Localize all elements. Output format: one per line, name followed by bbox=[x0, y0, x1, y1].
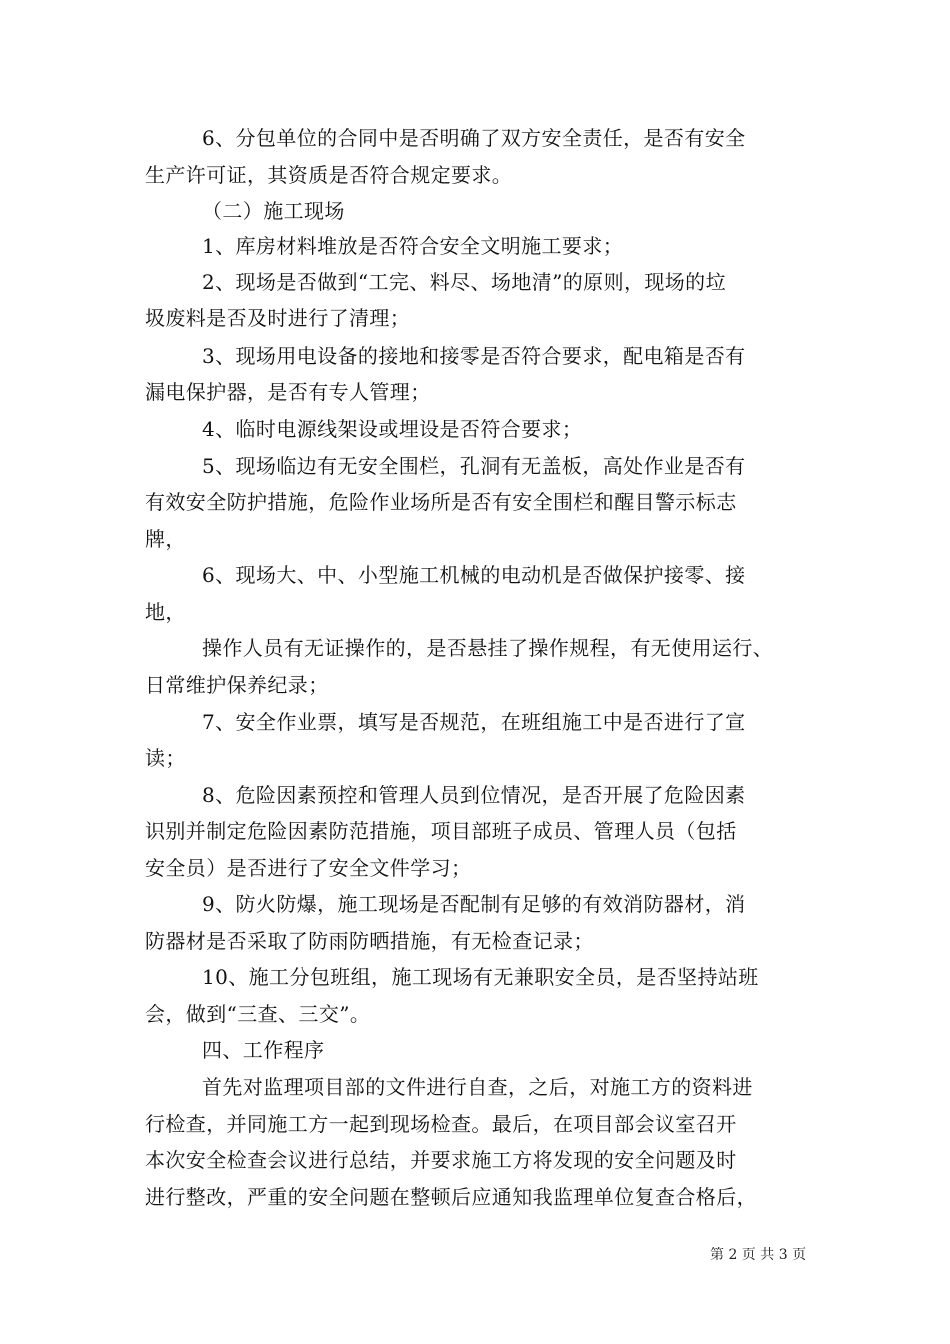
text-line: 6、分包单位的合同中是否明确了双方安全责任，是否有安全 bbox=[202, 126, 746, 150]
text-line: 防器材是否采取了防雨防晒措施，有无检查记录； bbox=[145, 929, 594, 953]
text-line: 1、库房材料堆放是否符合安全文明施工要求； bbox=[202, 234, 624, 258]
text-line: 10、施工分包班组，施工现场有无兼职安全员，是否坚持站班 bbox=[202, 965, 759, 989]
text-line: 日常维护保养纪录； bbox=[145, 673, 329, 697]
text-line: 5、现场临边有无安全围栏，孔洞有无盖板，高处作业是否有 bbox=[202, 454, 746, 478]
text-line: 牌， bbox=[145, 527, 186, 551]
section-heading: 四、工作程序 bbox=[202, 1038, 325, 1062]
text-line: 安全员）是否进行了安全文件学习； bbox=[145, 856, 472, 880]
text-line: 首先对监理项目部的文件进行自查，之后，对施工方的资料进 bbox=[202, 1075, 753, 1099]
section-heading: （二）施工现场 bbox=[202, 199, 345, 223]
text-line: 8、危险因素预控和管理人员到位情况，是否开展了危险因素 bbox=[202, 783, 746, 807]
text-line: 会，做到“三查、三交”。 bbox=[145, 1002, 371, 1026]
text-line: 操作人员有无证操作的，是否悬挂了操作规程，有无使用运行、 bbox=[202, 636, 774, 660]
page-number: 第 2 页 共 3 页 bbox=[710, 1247, 807, 1263]
text-line: 圾废料是否及时进行了清理； bbox=[145, 306, 411, 330]
text-line: 9、防火防爆，施工现场是否配制有足够的有效消防器材，消 bbox=[202, 892, 746, 916]
text-line: 生产许可证，其资质是否符合规定要求。 bbox=[145, 163, 513, 187]
text-line: 6、现场大、中、小型施工机械的电动机是否做保护接零、接 bbox=[202, 563, 746, 587]
text-line: 读； bbox=[145, 746, 186, 770]
text-line: 有效安全防护措施，危险作业场所是否有安全围栏和醒目警示标志 bbox=[145, 490, 737, 514]
text-line: 进行整改，严重的安全问题在整顿后应通知我监理单位复查合格后， bbox=[145, 1185, 757, 1209]
text-line: 7、安全作业票，填写是否规范，在班组施工中是否进行了宣 bbox=[202, 710, 746, 734]
text-line: 地， bbox=[145, 600, 186, 624]
text-line: 3、现场用电设备的接地和接零是否符合要求，配电箱是否有 bbox=[202, 344, 746, 368]
text-line: 识别并制定危险因素防范措施，项目部班子成员、管理人员（包括 bbox=[145, 819, 737, 843]
text-line: 本次安全检查会议进行总结，并要求施工方将发现的安全问题及时 bbox=[145, 1148, 737, 1172]
text-line: 漏电保护器，是否有专人管理； bbox=[145, 380, 431, 404]
text-line: 2、现场是否做到“工完、料尽、场地清”的原则，现场的垃 bbox=[202, 270, 726, 294]
text-line: 行检查，并同施工方一起到现场检查。最后，在项目部会议室召开 bbox=[145, 1112, 737, 1136]
text-line: 4、临时电源线架设或埋设是否符合要求； bbox=[202, 417, 583, 441]
